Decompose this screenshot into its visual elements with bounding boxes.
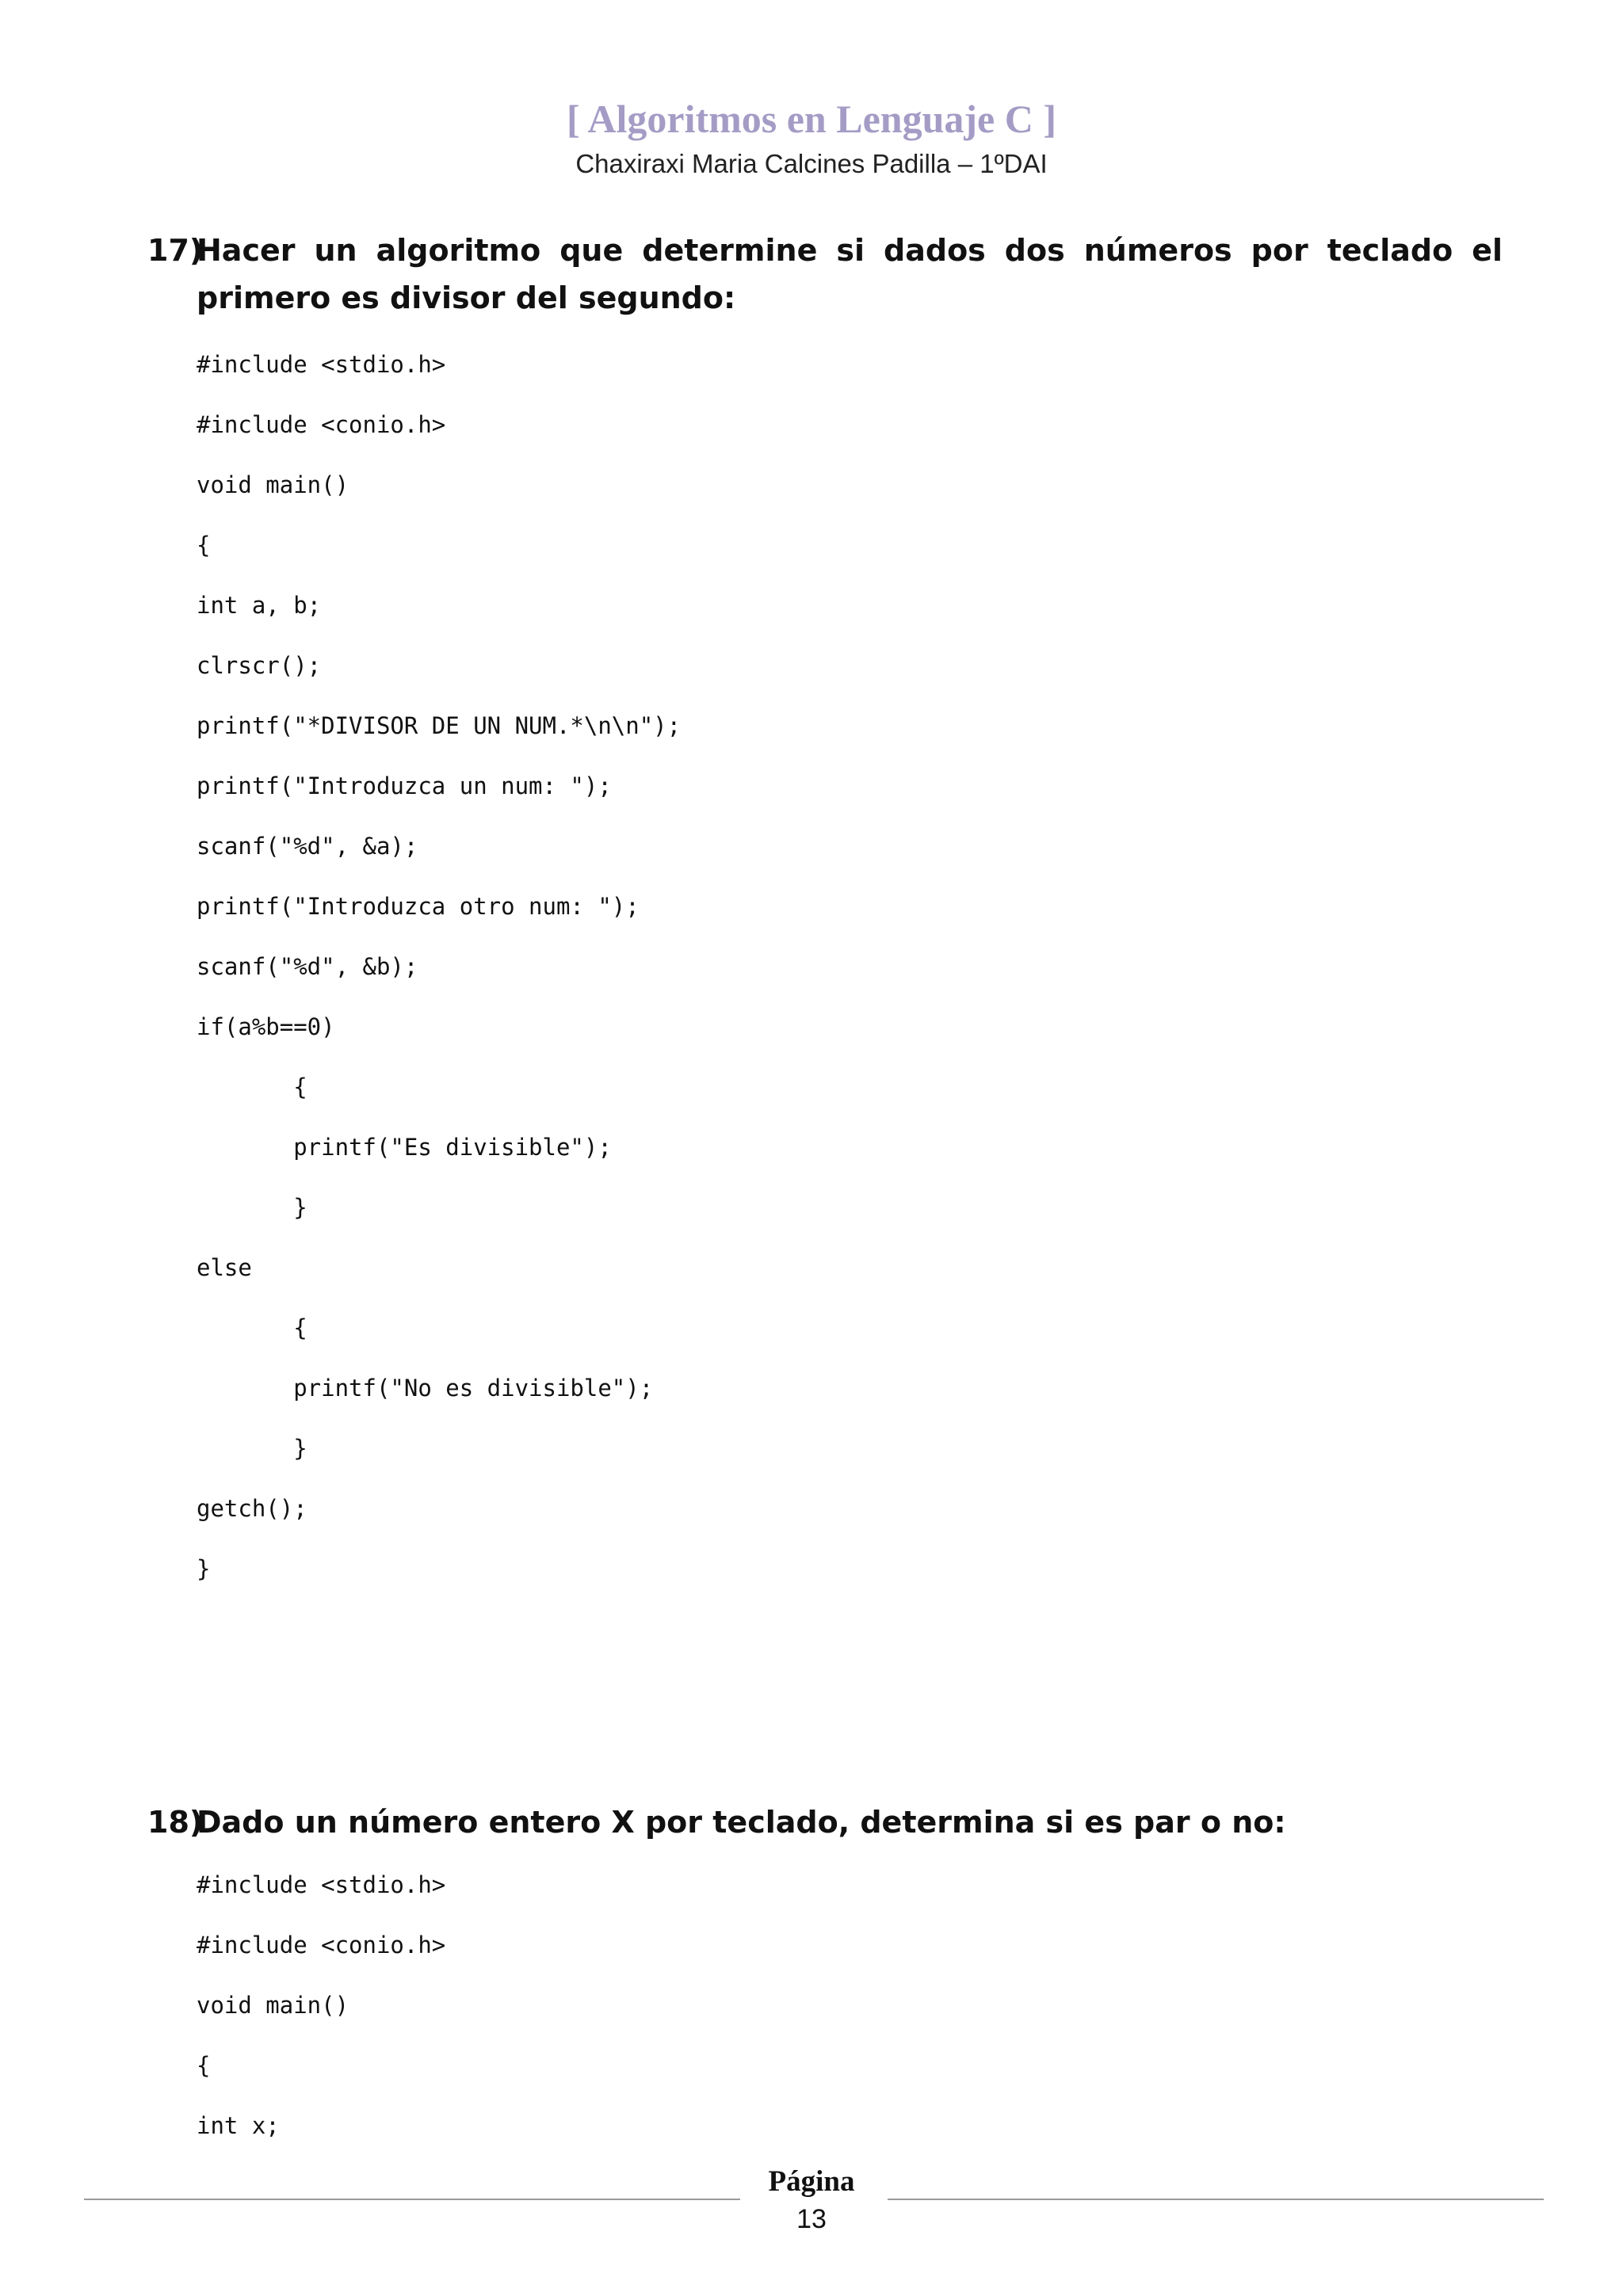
code-line: printf("Es divisible");: [197, 1134, 612, 1161]
exercise-18-heading: [147, 1798, 1503, 1846]
exercise-number: 18): [147, 1805, 204, 1840]
exercise-number: 17): [147, 233, 204, 268]
exercise-17-heading: [147, 227, 1503, 322]
code-line: {: [197, 1314, 307, 1341]
code-line: void main(): [197, 471, 349, 498]
code-line: if(a%b==0): [197, 1013, 335, 1040]
code-line: }: [197, 1435, 307, 1462]
code-line: else: [197, 1254, 252, 1281]
code-line: {: [197, 2052, 211, 2079]
code-line: printf("Introduzca un num: ");: [197, 772, 612, 799]
code-line: int a, b;: [197, 592, 322, 619]
code-line: }: [197, 1555, 211, 1582]
code-line: #include <stdio.h>: [197, 1871, 446, 1898]
code-line: scanf("%d", &a);: [197, 833, 418, 860]
code-line: getch();: [197, 1495, 307, 1522]
code-line: printf("Introduzca otro num: ");: [197, 893, 640, 920]
code-line: scanf("%d", &b);: [197, 953, 418, 980]
code-line: void main(): [197, 1992, 349, 2019]
code-line: int x;: [197, 2112, 280, 2139]
code-line: #include <stdio.h>: [197, 351, 446, 378]
code-line: {: [197, 532, 211, 559]
exercise-statement: Dado un número entero X por teclado, determina si es par o no:: [197, 1805, 1286, 1840]
code-line: printf("No es divisible");: [197, 1375, 654, 1402]
document-title: [ Algoritmos en Lenguaje C ]: [567, 97, 1056, 141]
footer-page-number: 13: [796, 2204, 827, 2234]
document-author: Chaxiraxi Maria Calcines Padilla – 1ºDAI: [575, 149, 1048, 178]
code-line: }: [197, 1194, 307, 1221]
code-line: #include <conio.h>: [197, 411, 446, 438]
code-line: #include <conio.h>: [197, 1932, 446, 1958]
exercise-statement: Hacer un algoritmo que determine si dados dos números por teclado el primero es divisor del segundo:: [197, 233, 1503, 315]
footer-page-label: Página: [768, 2165, 855, 2198]
code-line: {: [197, 1074, 307, 1100]
code-line: printf("*DIVISOR DE UN NUM.*\n\n");: [197, 712, 682, 739]
code-line: clrscr();: [197, 652, 322, 679]
